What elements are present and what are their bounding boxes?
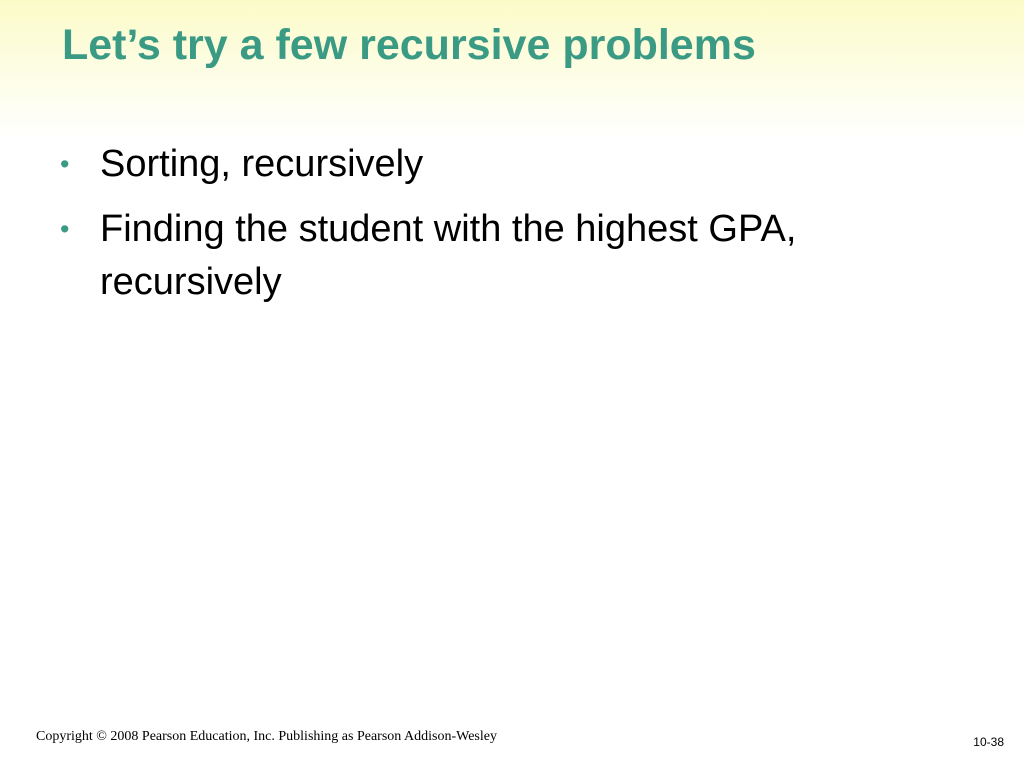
bullet-item-highest-gpa	[58, 203, 978, 309]
bullet-text: Finding the student with the highest GPA, recursively	[100, 208, 797, 303]
bullet-item-sorting	[58, 138, 978, 191]
bullet-icon: •	[60, 214, 70, 244]
copyright-notice: Copyright © 2008 Pearson Education, Inc. Publishing as Pearson Addison-Wesley	[36, 729, 497, 744]
slide-title: Let’s try a few recursive problems	[62, 21, 756, 69]
bullet-list	[58, 138, 978, 321]
bullet-icon: •	[60, 149, 70, 179]
page-number: 10-38	[973, 735, 1004, 749]
bullet-text: Sorting, recursively	[100, 143, 424, 185]
